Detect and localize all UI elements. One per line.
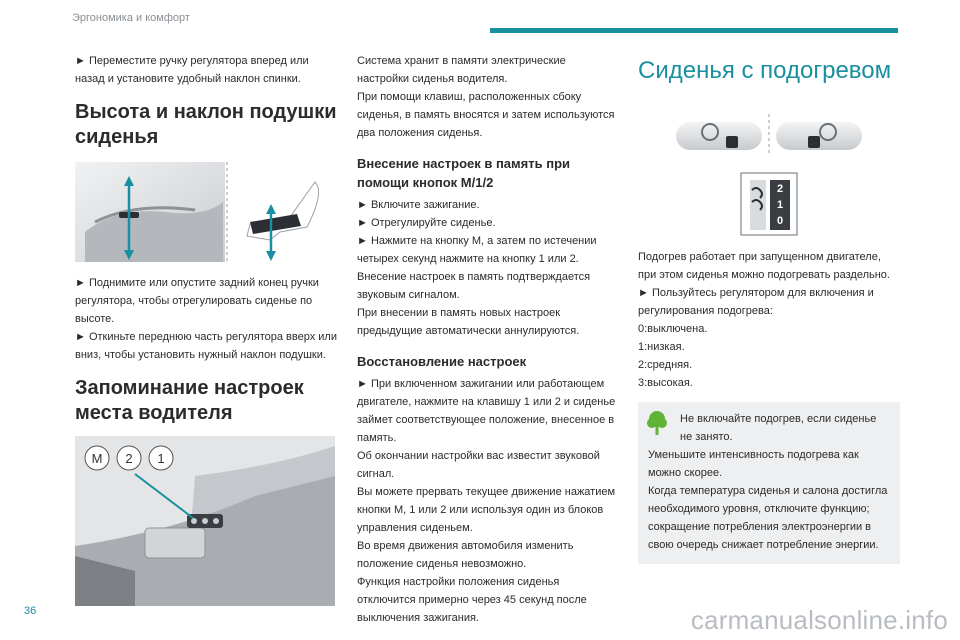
memory-panel-icon	[75, 436, 335, 606]
restore-step: ► При включенном зажигании или работающем двигателе, нажмите на клавишу 1 или 2 и сиденье займет соответствующее положение, внесенное в память.	[357, 375, 619, 447]
store-step-3: ► Нажмите на кнопку M, а затем по истечении четырех секунд нажмите на кнопку 1 или 2.	[357, 232, 619, 268]
restore-note-interrupt: Вы можете прервать текущее движение нажатием кнопки M, 1 или 2 или используя один из блоков управления сиденьем.	[357, 486, 616, 534]
memory-button-1-label: 1	[157, 451, 165, 466]
memory-button-labels	[85, 446, 173, 470]
cushion-step-tilt: ► Откиньте переднюю часть регулятора вверх или вниз, чтобы установить нужный наклон подушки.	[75, 328, 337, 364]
column-2	[357, 52, 619, 627]
seat-heating-icon	[638, 98, 900, 238]
eco-tip-box	[638, 402, 900, 564]
memory-intro-2: При помощи клавиш, расположенных сбоку сиденья, в память вносятся и затем используются два положения сиденья.	[357, 91, 615, 139]
watermark: carmanualsonline.info	[690, 605, 948, 635]
store-note-confirm: Внесение настроек в память подтверждается звуковым сигналом.	[357, 271, 591, 301]
header-accent-bar	[490, 28, 898, 33]
column-1	[75, 52, 337, 606]
seat-adjust-icon	[75, 162, 335, 262]
heated-seat-illustration	[638, 98, 900, 238]
heating-level-3: 3:высокая.	[638, 377, 693, 389]
eco-tip-switch-off: Когда температура сиденья и салона достигла необходимого уровня, отключите функцию; сокращение потребления электроэнергии в свою очередь снижает потребление энергии.	[648, 485, 888, 551]
dial-level-1: 1	[776, 199, 784, 211]
dial-level-2: 2	[776, 183, 784, 195]
memory-button-2-label: 2	[125, 451, 133, 466]
eco-tree-icon	[646, 410, 668, 436]
store-note-overwrite: При внесении в память новых настроек предыдущие автоматически аннулируются.	[357, 307, 580, 337]
heading-memory: Запоминание настроек места водителя	[75, 377, 304, 424]
heating-step: ► Пользуйтесь регулятором для включения и регулирования подогрева:	[638, 284, 900, 320]
restore-note-timeout: Функция настройки положения сиденья отключится примерно через 45 секунд после выключения зажигания.	[357, 576, 587, 624]
cushion-step-height: ► Поднимите или опустите задний конец ручки регулятора, чтобы отрегулировать сиденье по высоте.	[75, 274, 337, 328]
restore-note-driving: Во время движения автомобиля изменить положение сиденья невозможно.	[357, 540, 574, 570]
memory-button-m-label: M	[91, 451, 103, 466]
heating-level-1: 1:низкая.	[638, 341, 685, 353]
cushion-illustration	[75, 162, 335, 262]
memory-intro: Система хранит в памяти электрические настройки сиденья водителя.	[357, 55, 566, 85]
heading-cushion: Высота и наклон подушки сиденья	[75, 101, 337, 148]
memory-buttons-illustration	[75, 436, 335, 606]
eco-tip-reduce: Уменьшите интенсивность подогрева как можно скорее.	[648, 449, 859, 479]
restore-note-signal: Об окончании настройки вас известит звуковой сигнал.	[357, 450, 600, 480]
intro-step: ► Переместите ручку регулятора вперед или назад и установите удобный наклон спинки.	[75, 52, 337, 88]
running-head: Эргономика и комфорт	[72, 12, 190, 24]
column-3	[638, 52, 900, 564]
heating-intro: Подогрев работает при запущенном двигателе, при этом сиденья можно подогревать раздельно.	[638, 251, 890, 281]
heating-level-2: 2:средняя.	[638, 359, 693, 371]
heading-restore-settings: Восстановление настроек	[357, 354, 527, 369]
heading-store-settings: Внесение настроек в память при помощи кнопок M/1/2	[357, 156, 570, 190]
eco-tip-first: Не включайте подогрев, если сиденье не занято.	[680, 413, 877, 443]
page-number: 36	[24, 605, 37, 617]
heading-heated-seats: Сиденья с подогревом	[638, 57, 892, 84]
dial-level-0: 0	[776, 215, 784, 227]
heating-level-0: 0:выключена.	[638, 323, 708, 335]
store-step-2: ► Отрегулируйте сиденье.	[357, 214, 619, 232]
store-step-1: ► Включите зажигание.	[357, 196, 619, 214]
